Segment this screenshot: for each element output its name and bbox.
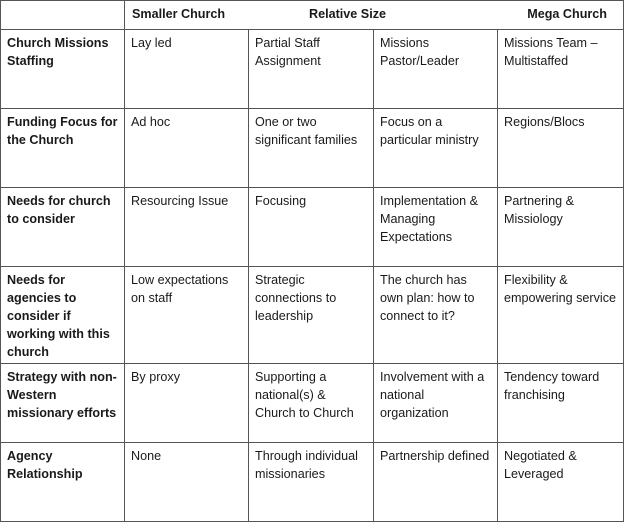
table-cell: Ad hoc (125, 109, 249, 188)
row-label: Strategy with non-Western missionary efforts (1, 364, 125, 443)
table-cell: Supporting a national(s) & Church to Church (249, 364, 374, 443)
row-label: Needs for church to consider (1, 188, 125, 267)
table-cell: Focus on a particular ministry (374, 109, 498, 188)
table-row (1, 30, 624, 109)
size-scale-header (125, 1, 624, 30)
table-cell: By proxy (125, 364, 249, 443)
row-label: Funding Focus for the Church (1, 109, 125, 188)
header-mega-church: Mega Church (527, 7, 607, 21)
table-header-row (1, 1, 624, 30)
table-cell: Implementation & Managing Expectations (374, 188, 498, 267)
table-row (1, 109, 624, 188)
table-cell: The church has own plan: how to connect to it? (374, 267, 498, 364)
row-label: Church Missions Staffing (1, 30, 125, 109)
table-cell: Regions/Blocs (498, 109, 624, 188)
table-cell: Strategic connections to leadership (249, 267, 374, 364)
table-cell: Flexibility & empowering service (498, 267, 624, 364)
table-cell: Involvement with a national organization (374, 364, 498, 443)
row-label: Needs for agencies to consider if working with this church (1, 267, 125, 364)
table-cell: Resourcing Issue (125, 188, 249, 267)
table-cell: None (125, 443, 249, 522)
table-row (1, 188, 624, 267)
table-row (1, 443, 624, 522)
table-cell: Lay led (125, 30, 249, 109)
table-cell: Missions Pastor/Leader (374, 30, 498, 109)
header-relative-size: Relative Size (309, 7, 387, 21)
table-cell: Partnering & Missiology (498, 188, 624, 267)
table-cell: One or two significant families (249, 109, 374, 188)
table-cell: Tendency toward franchising (498, 364, 624, 443)
table-cell: Partial Staff Assignment (249, 30, 374, 109)
table-cell: Low expectations on staff (125, 267, 249, 364)
table-cell: Through individual missionaries (249, 443, 374, 522)
table-row (1, 364, 624, 443)
row-label: Agency Relationship (1, 443, 125, 522)
header-smaller-church: Smaller Church (132, 7, 226, 21)
corner-cell (1, 1, 125, 30)
table-cell: Focusing (249, 188, 374, 267)
table-cell: Missions Team – Multistaffed (498, 30, 624, 109)
table-row (1, 267, 624, 364)
table-cell: Negotiated & Leveraged (498, 443, 624, 522)
table-cell: Partnership defined (374, 443, 498, 522)
